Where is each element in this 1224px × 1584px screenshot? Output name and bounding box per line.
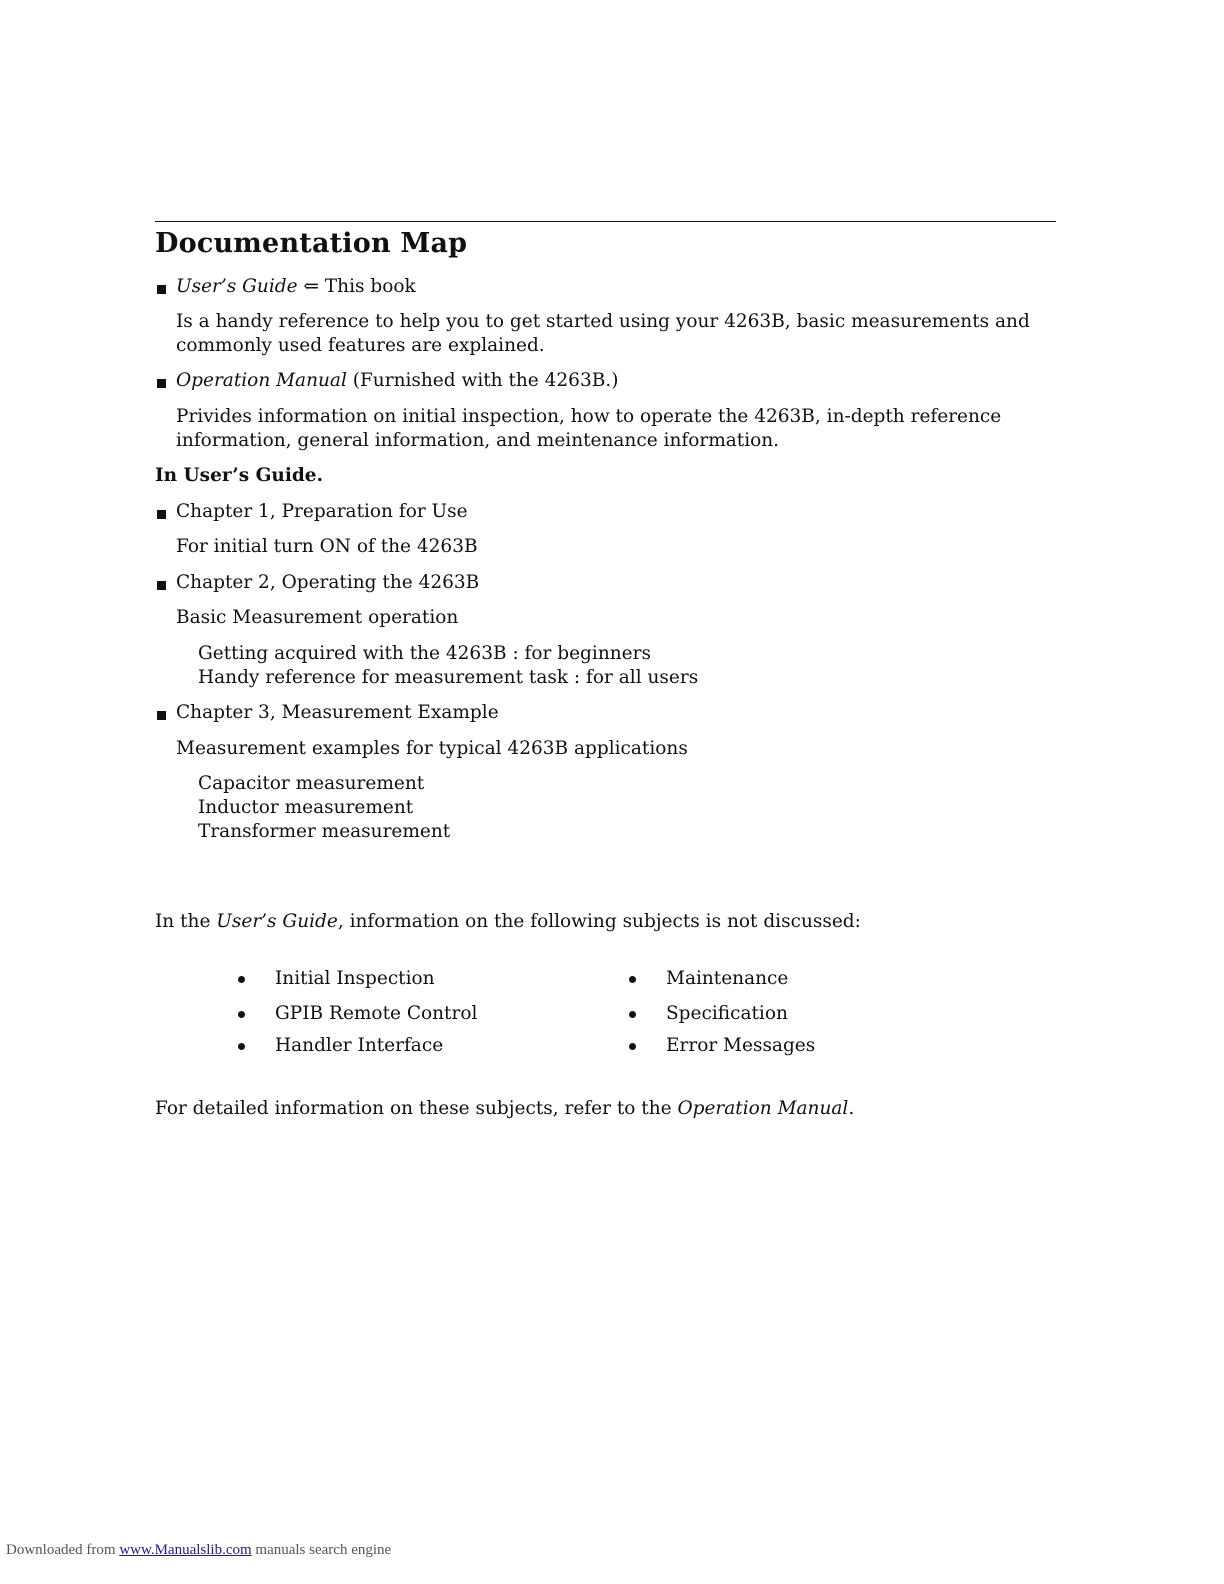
doc-suffix: ⇐ This book <box>297 276 416 297</box>
chapter-description: Basic Measurement operation <box>176 607 459 628</box>
page-title: Documentation Map <box>155 228 468 259</box>
subject-item: Error Messages <box>666 1035 816 1056</box>
doc-description-line: information, general information, and meintenance information. <box>176 430 780 451</box>
square-bullet-icon <box>157 711 166 720</box>
closing-text: . <box>848 1098 855 1119</box>
doc-item-users-guide <box>176 275 416 299</box>
doc-name: User’s Guide <box>176 276 298 297</box>
subject-item: Handler Interface <box>275 1035 444 1056</box>
closing-italic: Operation Manual <box>677 1098 849 1119</box>
bullet-dot-icon <box>238 1011 245 1018</box>
square-bullet-icon <box>157 285 166 294</box>
subject-item: GPIB Remote Control <box>275 1003 478 1024</box>
chapter-subitem: Capacitor measurement <box>198 773 425 794</box>
doc-description-line: Is a handy reference to help you to get started using your 4263B, basic measurements and <box>176 311 1030 332</box>
chapter-title: Chapter 3, Measurement Example <box>176 702 499 723</box>
bullet-dot-icon <box>629 976 636 983</box>
chapter-subitem: Getting acquired with the 4263B : for beginners <box>198 643 651 664</box>
square-bullet-icon <box>157 510 166 519</box>
intro-text: , information on the following subjects is not discussed: <box>337 911 861 932</box>
intro-italic: User’s Guide <box>216 911 338 932</box>
chapter-title: Chapter 2, Operating the 4263B <box>176 572 480 593</box>
footer-text: Downloaded from <box>6 1542 120 1558</box>
doc-suffix: (Furnished with the 4263B.) <box>346 370 619 391</box>
subject-item: Specification <box>666 1003 788 1024</box>
closing-paragraph <box>155 1097 854 1121</box>
manualslib-link[interactable]: www.Manualslib.com <box>119 1542 252 1558</box>
bullet-dot-icon <box>629 1011 636 1018</box>
header-rule <box>155 221 1056 222</box>
chapter-description: Measurement examples for typical 4263B applications <box>176 738 688 759</box>
doc-name: Operation Manual <box>176 370 347 391</box>
footer-text: manuals search engine <box>251 1542 392 1558</box>
square-bullet-icon <box>157 581 166 590</box>
chapter-subitem: Inductor measurement <box>198 797 414 818</box>
not-discussed-intro <box>155 910 861 934</box>
intro-text: In the <box>155 911 217 932</box>
chapter-description: For initial turn ON of the 4263B <box>176 536 478 557</box>
section-heading: In User’s Guide. <box>155 465 324 486</box>
bullet-dot-icon <box>238 976 245 983</box>
bullet-dot-icon <box>629 1043 636 1050</box>
download-footer <box>6 1542 391 1559</box>
closing-text: For detailed information on these subjects, refer to the <box>155 1098 678 1119</box>
square-bullet-icon <box>157 379 166 388</box>
doc-description-line: commonly used features are explained. <box>176 335 545 356</box>
chapter-subitem: Transformer measurement <box>198 821 451 842</box>
doc-description-line: Privides information on initial inspection, how to operate the 4263B, in-depth reference <box>176 406 1002 427</box>
bullet-dot-icon <box>238 1043 245 1050</box>
chapter-title: Chapter 1, Preparation for Use <box>176 501 468 522</box>
chapter-subitem: Handy reference for measurement task : for all users <box>198 667 699 688</box>
subject-item: Maintenance <box>666 968 789 989</box>
subject-item: Initial Inspection <box>275 968 435 989</box>
doc-item-operation-manual <box>176 369 618 393</box>
